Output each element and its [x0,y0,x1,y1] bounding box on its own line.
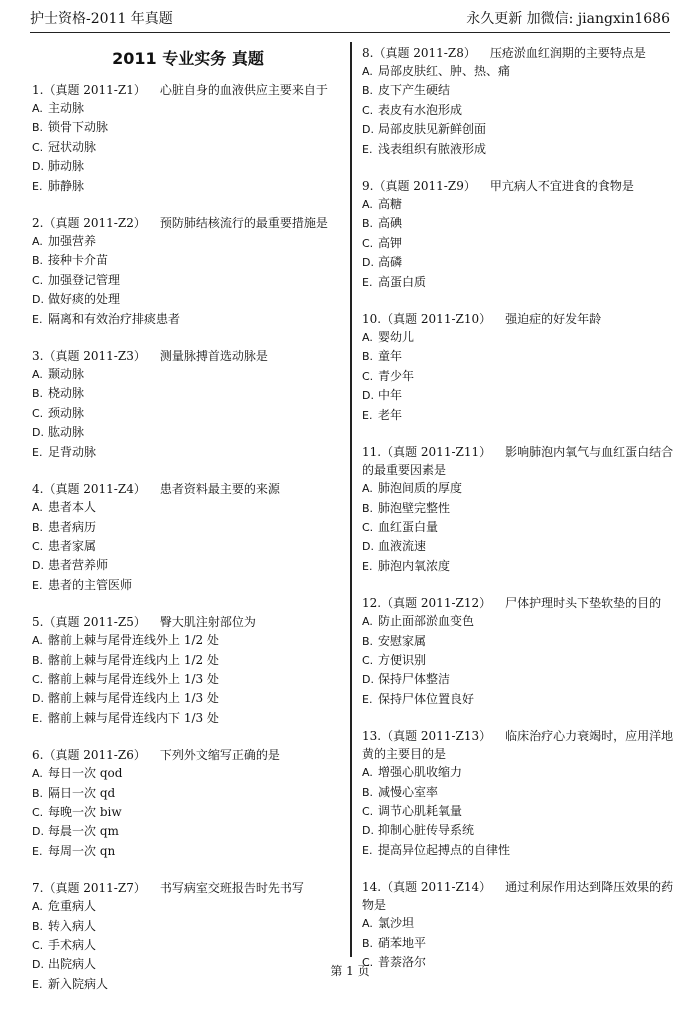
question-stem [362,443,674,461]
option-letter: B. [32,121,44,135]
question-text: 影响肺泡内氧气与血红蛋白结合 [505,445,674,460]
option-letter: D. [362,824,374,838]
option-letter: B. [362,785,374,799]
answer-option [32,631,344,650]
answer-option [362,841,674,860]
option-text: 安慰家属 [378,633,427,648]
question-number: 6. [32,748,44,763]
option-text: 冠状动脉 [48,139,97,154]
question-item [32,81,344,196]
question-tag: （真题 2011-Z2） [43,216,146,231]
option-letter: E. [32,844,43,858]
answer-option [32,365,344,384]
option-letter: E. [32,312,43,326]
option-letter: E. [32,578,43,592]
option-letter: D. [362,123,374,137]
question-text: 臀大肌注射部位为 [159,615,256,630]
option-text: 表皮有水泡形成 [378,102,463,117]
option-text: 每周一次 qn [48,843,116,858]
question-text: 患者资料最主要的来源 [159,482,280,497]
answer-option [362,763,674,782]
answer-option [32,157,344,176]
question-number: 14. [362,880,382,895]
option-letter: B. [32,653,44,667]
option-letter: E. [32,445,43,459]
option-letter: B. [32,254,44,268]
answer-option [32,822,344,841]
question-text: 尸体护理时头下垫软垫的目的 [505,596,662,611]
answer-option [362,195,674,214]
option-letter: E. [32,179,43,193]
question-item [362,878,674,972]
answer-option [362,612,674,631]
answer-option [362,821,674,840]
option-letter: A. [362,482,373,496]
option-text: 颈动脉 [48,405,85,420]
option-letter: D. [362,389,374,403]
question-text: 压疮淤血红润期的主要特点是 [489,46,646,60]
option-letter: C. [32,539,44,553]
option-text: 高碘 [378,216,403,231]
question-stem [32,347,344,365]
option-letter: C. [362,956,374,969]
answer-option [362,406,674,425]
answer-option [32,897,344,916]
question-stem [362,878,674,896]
question-stem [32,746,344,764]
option-letter: D. [32,692,44,706]
answer-option [32,232,344,251]
option-text: 肱动脉 [48,425,85,440]
option-letter: A. [32,368,43,382]
question-text: 书写病室交班报告时先书写 [159,881,304,896]
header-left-text: 护士资格-2011 年真题 [30,11,173,27]
answer-option [32,917,344,936]
option-text: 肺泡间质的厚度 [378,481,463,496]
option-text: 每晨一次 qm [48,824,119,839]
question-item [32,480,344,595]
question-number: 5. [32,615,44,630]
answer-option [32,138,344,157]
question-number: 8. [362,46,374,60]
option-letter: A. [362,65,373,78]
question-text: 甲亢病人不宜进食的食物是 [489,179,634,194]
question-tag: （真题 2011-Z8） [373,46,476,60]
answer-option [362,328,674,347]
question-item [32,214,344,329]
option-text: 足背动脉 [48,444,97,459]
option-text: 患者本人 [48,500,97,515]
option-letter: A. [32,501,43,515]
question-tag: （真题 2011-Z12） [381,596,492,611]
question-stem [362,177,674,195]
option-text: 高钾 [378,235,403,250]
answer-option [362,537,674,556]
answer-option [32,537,344,556]
question-item [32,746,344,861]
answer-option [32,271,344,290]
question-text: 临床治疗心力衰竭时，应用洋地 [505,729,674,744]
option-letter: D. [32,426,44,440]
option-text: 高糖 [378,197,403,212]
option-letter: C. [362,653,374,667]
answer-option [362,253,674,272]
option-letter: B. [362,936,374,950]
answer-option [32,842,344,861]
option-letter: B. [32,387,44,401]
option-letter: B. [32,919,44,933]
option-text: 方便识别 [378,652,427,667]
option-text: 患者的主管医师 [48,577,133,592]
answer-option [362,557,674,576]
option-text: 中年 [378,388,403,403]
answer-option [362,273,674,292]
option-text: 转入病人 [48,918,97,933]
answer-option [32,99,344,118]
answer-option [362,499,674,518]
option-letter: D. [362,256,374,270]
question-text: 测量脉搏首选动脉是 [159,349,268,364]
option-text: 髂前上棘与尾骨连线外上 1/3 处 [48,671,219,686]
answer-option [32,423,344,442]
option-letter: E. [362,559,373,573]
option-letter: E. [32,977,43,991]
answer-option [362,690,674,709]
option-text: 加强登记管理 [48,272,121,287]
option-letter: D. [362,673,374,687]
answer-option [32,670,344,689]
option-text: 主动脉 [48,101,85,115]
option-text: 髂前上棘与尾骨连线内上 1/3 处 [48,691,219,706]
option-letter: E. [362,843,373,857]
answer-option [362,632,674,651]
question-number: 9. [362,179,374,194]
option-text: 减慢心室率 [378,784,439,799]
question-text: 下列外文缩写正确的是 [159,748,280,763]
option-text: 肺泡壁完整性 [378,500,451,515]
question-item [32,347,344,462]
answer-option [362,651,674,670]
question-tag: （真题 2011-Z13） [381,729,492,744]
option-text: 高磷 [378,255,403,270]
page-header [30,6,670,33]
question-stem [32,613,344,631]
question-item [362,443,674,576]
option-text: 肺静脉 [48,178,85,193]
option-letter: C. [362,236,374,250]
option-letter: C. [32,273,44,287]
option-letter: C. [362,369,374,383]
option-text: 肺泡内氧浓度 [378,558,451,573]
option-letter: C. [32,939,44,952]
question-item [32,613,344,728]
answer-option [32,556,344,575]
question-text-continued: 黄的主要目的是 [362,747,447,762]
option-letter: B. [362,84,374,98]
answer-option [362,101,674,120]
question-tag: （真题 2011-Z6） [43,748,146,763]
option-text: 浅表组织有脓液形成 [378,141,487,156]
answer-option [32,404,344,423]
answer-option [362,802,674,821]
answer-option [362,479,674,498]
option-text: 出院病人 [48,957,97,972]
answer-option [362,81,674,100]
question-text: 通过利尿作用达到降压效果的药 [505,880,674,895]
question-item [362,594,674,709]
option-letter: E. [32,711,43,725]
question-tag: （真题 2011-Z9） [373,179,476,194]
option-letter: D. [32,160,44,174]
option-letter: D. [32,559,44,573]
option-text: 手术病人 [48,938,97,952]
question-number: 3. [32,349,44,364]
option-text: 提高异位起搏点的自律性 [378,842,511,857]
answer-option [32,251,344,270]
answer-option [362,670,674,689]
option-letter: B. [362,634,374,648]
question-item [362,310,674,425]
option-letter: A. [32,235,43,249]
option-letter: D. [32,293,44,307]
option-text: 颞动脉 [48,367,85,382]
answer-option [32,803,344,822]
option-letter: A. [32,634,43,648]
question-tag: （真题 2011-Z7） [43,881,146,896]
option-letter: A. [32,102,43,115]
option-text: 保持尸体整洁 [378,672,451,687]
option-letter: C. [32,140,44,154]
option-text: 普萘洛尔 [378,955,427,969]
option-letter: D. [32,825,44,839]
option-text: 氯沙坦 [378,916,415,931]
question-tag: （真题 2011-Z3） [43,349,146,364]
header-right-text: 永久更新 加微信: jiangxin1686 [466,11,670,27]
answer-option [32,936,344,955]
answer-option [362,518,674,537]
question-tag: （真题 2011-Z11） [381,445,492,460]
answer-option [362,214,674,233]
option-letter: A. [362,331,373,345]
option-text: 患者家属 [48,538,97,553]
option-text: 危重病人 [48,899,97,914]
option-letter: B. [32,520,44,534]
question-stem [362,727,674,745]
option-text: 抑制心脏传导系统 [378,823,475,838]
answer-option [362,914,674,933]
option-text: 硝苯地平 [378,935,427,950]
document-title: 2011 专业实务 真题 [112,49,264,68]
option-letter: E. [362,275,373,289]
question-tag: （真题 2011-Z1） [43,83,146,97]
question-stem [362,594,674,612]
option-text: 皮下产生硬结 [378,83,451,98]
option-text: 患者营养师 [48,558,109,573]
answer-option [32,689,344,708]
option-text: 增强心肌收缩力 [378,765,463,780]
option-text: 局部皮肤红、肿、热、痛 [378,64,511,78]
question-number: 4. [32,482,44,497]
option-text: 高蛋白质 [378,274,427,289]
option-text: 髂前上棘与尾骨连线内下 1/3 处 [48,710,219,725]
question-item [362,727,674,860]
option-letter: D. [32,958,44,972]
option-letter: E. [362,692,373,706]
option-letter: D. [362,540,374,554]
answer-option [362,234,674,253]
question-number: 2. [32,216,44,231]
question-stem [32,214,344,232]
answer-option [32,764,344,783]
option-text: 桡动脉 [48,386,85,401]
answer-option [362,140,674,159]
right-question-list [362,44,674,972]
answer-option [32,177,344,196]
question-number: 11. [362,445,382,460]
option-letter: C. [32,406,44,420]
question-text: 强迫症的好发年龄 [505,312,602,327]
answer-option [32,518,344,537]
answer-option [32,290,344,309]
page-number: 第 1 页 [330,964,370,978]
option-text: 童年 [378,349,403,364]
column-divider [350,42,352,957]
option-text: 婴幼儿 [378,330,415,345]
answer-option [32,651,344,670]
question-item [362,177,674,292]
option-letter: C. [362,103,374,117]
answer-option [32,709,344,728]
question-number: 10. [362,312,382,327]
option-text: 每日一次 qod [48,766,123,781]
option-letter: C. [32,805,44,819]
answer-option [362,386,674,405]
option-text: 肺动脉 [48,159,85,174]
question-stem [362,310,674,328]
question-stem [32,480,344,498]
option-text: 新入院病人 [48,976,109,991]
option-text: 髂前上棘与尾骨连线外上 1/2 处 [48,633,219,648]
question-stem [32,81,344,99]
question-tag: （真题 2011-Z4） [43,482,146,497]
option-text: 患者病历 [48,519,97,534]
question-text-continued: 物是 [362,898,387,913]
option-text: 青少年 [378,368,415,383]
question-text-continued: 的最重要因素是 [362,463,447,478]
option-text: 髂前上棘与尾骨连线内上 1/2 处 [48,652,219,667]
question-text: 预防肺结核流行的最重要措施是 [159,216,328,231]
option-text: 防止面部淤血变色 [378,614,475,629]
option-letter: A. [362,766,373,780]
option-letter: B. [362,217,374,231]
right-column [362,44,674,990]
answer-option [32,384,344,403]
option-letter: B. [362,501,374,515]
option-text: 加强营养 [48,234,97,249]
answer-option [362,62,674,81]
option-text: 做好痰的处理 [48,292,121,307]
option-text: 调节心肌耗氧量 [378,803,463,818]
option-letter: E. [362,142,373,156]
answer-option [32,118,344,137]
option-letter: B. [32,786,44,800]
answer-option [32,498,344,517]
option-text: 每晚一次 biw [48,804,122,819]
question-stem [32,879,344,897]
option-text: 保持尸体位置良好 [378,691,475,706]
question-text: 心脏自身的血液供应主要来自于 [159,83,328,97]
answer-option [362,120,674,139]
left-question-list [32,81,344,994]
option-letter: A. [362,615,373,629]
question-number: 1. [32,83,44,97]
question-number: 12. [362,596,382,611]
answer-option [362,367,674,386]
answer-option [362,934,674,953]
option-text: 老年 [378,407,403,422]
answer-option [32,576,344,595]
option-text: 局部皮肤见新鲜创面 [378,122,487,137]
option-letter: A. [32,767,43,781]
option-text: 隔离和有效治疗排痰患者 [48,311,181,326]
option-letter: C. [32,672,44,686]
option-letter: A. [32,900,43,914]
option-letter: A. [362,917,373,931]
answer-option [32,310,344,329]
option-text: 血液流速 [378,539,427,554]
option-letter: E. [362,408,373,422]
option-letter: C. [362,804,374,818]
question-tag: （真题 2011-Z14） [381,880,492,895]
option-letter: C. [362,520,374,534]
question-item [362,44,674,159]
option-letter: A. [362,198,373,212]
answer-option [362,347,674,366]
option-text: 隔日一次 qd [48,785,116,800]
option-text: 接种卡介苗 [48,253,109,268]
question-tag: （真题 2011-Z5） [43,615,146,630]
question-stem [362,44,674,62]
answer-option [362,783,674,802]
answer-option [32,443,344,462]
question-number: 7. [32,881,44,896]
question-tag: （真题 2011-Z10） [381,312,492,327]
option-letter: B. [362,350,374,364]
option-text: 血红蛋白量 [378,519,439,534]
option-text: 锁骨下动脉 [48,120,109,135]
question-number: 13. [362,729,382,744]
answer-option [32,784,344,803]
left-column [32,44,344,1012]
